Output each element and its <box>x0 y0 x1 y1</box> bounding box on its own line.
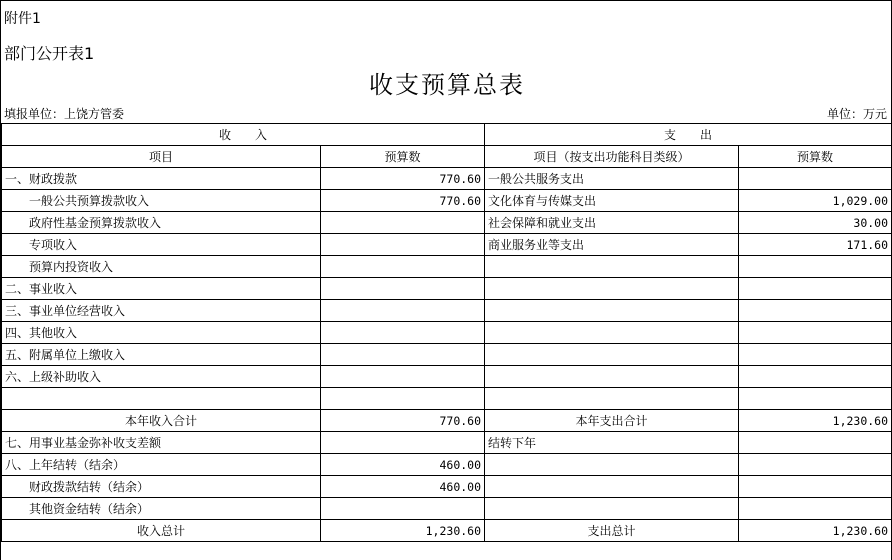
income-item-cell: 财政拨款结转（结余） <box>2 476 321 498</box>
expense-value-cell <box>739 432 892 454</box>
expense-item-cell: 文化体育与传媒支出 <box>485 190 739 212</box>
income-item-cell: 八、上年结转（结余） <box>2 454 321 476</box>
expense-item-cell <box>485 498 739 520</box>
expense-item-cell <box>485 322 739 344</box>
expense-total-value: 1,230.60 <box>739 520 892 542</box>
income-item-cell: 其他资金结转（结余） <box>2 498 321 520</box>
expense-item-cell <box>485 454 739 476</box>
table-row <box>2 278 892 300</box>
income-value-cell <box>321 498 485 520</box>
expense-item-cell <box>485 300 739 322</box>
expense-item-cell: 结转下年 <box>485 432 739 454</box>
income-item-cell: 一、财政拨款 <box>2 168 321 190</box>
income-value-cell <box>321 256 485 278</box>
expense-value-cell: 171.60 <box>739 234 892 256</box>
page-title: 收支预算总表 <box>369 71 525 99</box>
income-value-cell <box>321 234 485 256</box>
expense-item-cell <box>485 388 739 410</box>
expense-value-cell <box>739 322 892 344</box>
expense-item-header: 项目（按支出功能科目类级） <box>485 146 739 168</box>
expense-item-cell: 社会保障和就业支出 <box>485 212 739 234</box>
expense-value-cell <box>739 168 892 190</box>
income-subtotal-label: 本年收入合计 <box>2 410 321 432</box>
income-value-cell <box>321 366 485 388</box>
expense-item-cell <box>485 278 739 300</box>
income-item-cell: 七、用事业基金弥补收支差额 <box>2 432 321 454</box>
income-total-value: 1,230.60 <box>321 520 485 542</box>
income-item-header: 项目 <box>2 146 321 168</box>
expense-item-cell <box>485 256 739 278</box>
expense-subtotal-value: 1,230.60 <box>739 410 892 432</box>
income-value-cell <box>321 212 485 234</box>
expense-item-cell <box>485 366 739 388</box>
table-row <box>2 344 892 366</box>
table-row <box>2 212 892 234</box>
income-value-cell <box>321 322 485 344</box>
expense-value-cell <box>739 454 892 476</box>
table-row <box>2 476 892 498</box>
income-item-cell: 专项收入 <box>2 234 321 256</box>
income-item-cell: 五、附属单位上缴收入 <box>2 344 321 366</box>
income-group-header: 收 入 <box>2 124 485 146</box>
column-header-row <box>2 146 892 168</box>
expense-value-cell <box>739 366 892 388</box>
unit-label: 单位：万元 <box>826 107 887 121</box>
income-budget-header: 预算数 <box>321 146 485 168</box>
income-total-label: 收入总计 <box>2 520 321 542</box>
income-item-cell: 三、事业单位经营收入 <box>2 300 321 322</box>
table-row <box>2 300 892 322</box>
expense-value-cell <box>739 388 892 410</box>
income-value-cell <box>321 432 485 454</box>
expense-item-cell <box>485 344 739 366</box>
table-row <box>2 234 892 256</box>
income-value-cell <box>321 300 485 322</box>
expense-total-label: 支出总计 <box>485 520 739 542</box>
table-row <box>2 366 892 388</box>
income-item-cell: 一般公共预算拨款收入 <box>2 190 321 212</box>
income-value-cell <box>321 278 485 300</box>
expense-value-cell <box>739 498 892 520</box>
income-item-cell: 二、事业收入 <box>2 278 321 300</box>
expense-item-cell: 一般公共服务支出 <box>485 168 739 190</box>
fill-unit-label: 填报单位：上饶方管委 <box>4 107 125 121</box>
table-row <box>2 388 892 410</box>
table-row <box>2 168 892 190</box>
expense-subtotal-label: 本年支出合计 <box>485 410 739 432</box>
income-value-cell <box>321 344 485 366</box>
expense-value-cell: 1,029.00 <box>739 190 892 212</box>
income-value-cell: 770.60 <box>321 168 485 190</box>
expense-value-cell <box>739 344 892 366</box>
income-item-cell: 四、其他收入 <box>2 322 321 344</box>
income-item-cell <box>2 388 321 410</box>
income-item-cell: 政府性基金预算拨款收入 <box>2 212 321 234</box>
table-row <box>2 256 892 278</box>
budget-table <box>1 123 892 542</box>
income-value-cell: 460.00 <box>321 476 485 498</box>
expense-group-header: 支 出 <box>485 124 892 146</box>
expense-value-cell <box>739 278 892 300</box>
expense-budget-header: 预算数 <box>739 146 892 168</box>
income-item-cell: 预算内投资收入 <box>2 256 321 278</box>
expense-value-cell <box>739 300 892 322</box>
table-row-grand-total <box>2 520 892 542</box>
income-subtotal-value: 770.60 <box>321 410 485 432</box>
table-row <box>2 190 892 212</box>
income-value-cell: 770.60 <box>321 190 485 212</box>
table-row <box>2 498 892 520</box>
group-header-row <box>2 124 892 146</box>
attachment-label: 附件1 <box>4 11 41 27</box>
table-row-subtotal <box>2 410 892 432</box>
table-row <box>2 432 892 454</box>
expense-value-cell <box>739 256 892 278</box>
income-value-cell <box>321 388 485 410</box>
table-row <box>2 322 892 344</box>
income-value-cell: 460.00 <box>321 454 485 476</box>
income-item-cell: 六、上级补助收入 <box>2 366 321 388</box>
department-table-label: 部门公开表1 <box>4 44 95 63</box>
expense-item-cell <box>485 476 739 498</box>
expense-value-cell <box>739 476 892 498</box>
expense-item-cell: 商业服务业等支出 <box>485 234 739 256</box>
expense-value-cell: 30.00 <box>739 212 892 234</box>
table-row <box>2 454 892 476</box>
